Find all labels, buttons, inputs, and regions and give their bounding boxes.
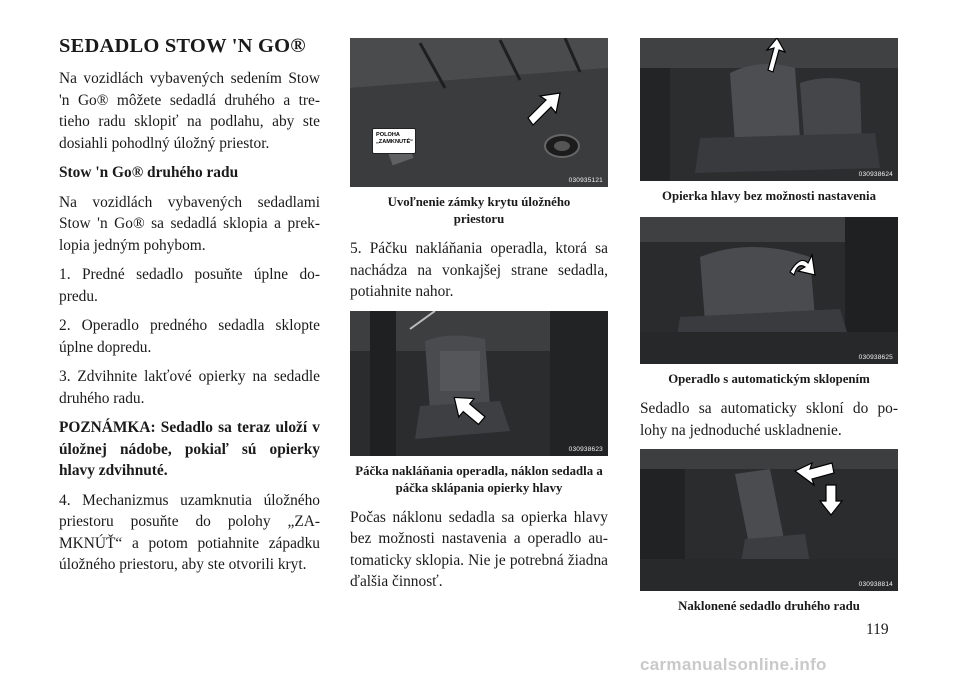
callout-text: POLOHA „ZAMKNUTÉ“ (376, 132, 413, 145)
headrest-photo (640, 38, 898, 181)
image-code: 030938814 (858, 581, 893, 588)
step-1: 1. Predné sedadlo posuňte úplne do-predu. (59, 266, 320, 305)
tilted-seat-photo (640, 449, 898, 591)
photo-caption: Naklonené sedadlo druhého radu (678, 599, 860, 613)
photo-caption: Uvoľnenie zámky krytu úložného priestoru (387, 195, 571, 226)
photo-caption: Operadlo s automatickým sklopením (668, 372, 870, 386)
subheading: Stow 'n Go® druhého radu (59, 164, 239, 181)
image-code: 030938623 (568, 445, 603, 453)
text-column-left (59, 34, 320, 584)
sub-intro-paragraph: Na vozidlách vybavených sedadlami Stow 'n Go® sa sedadlá sklopia a prek-lopia jedným pohybom. (59, 193, 320, 254)
after-text-paragraph: Počas náklonu sedadla sa opierka hlavy bez možnosti nastavenia a operadlo au-tomaticky sklopia. Nie je potrebná žiadna ďalšia činnosť. (350, 508, 608, 590)
fold-text-paragraph: Sedadlo sa automaticky skloní do po-lohy na jednoduché uskladnenie. (640, 400, 898, 439)
auto-fold-seatback-photo (640, 217, 898, 364)
recline-lever-photo (350, 311, 608, 456)
section-heading: SEDADLO STOW 'N GO® (59, 35, 306, 57)
watermark: carmanualsonline.info (640, 655, 827, 674)
image-code: 030938624 (858, 171, 893, 178)
photo-caption: Opierka hlavy bez možnosti nastavenia (662, 189, 876, 203)
step-2: 2. Operadlo predného sedadla sklopte úplne dopredu. (59, 317, 320, 356)
photo-caption: Páčka nakláňania operadla, náklon sedadla a páčka sklápania opierky hlavy (355, 463, 603, 495)
page-number: 119 (866, 621, 889, 638)
text-column-middle (350, 38, 608, 601)
image-code: 030938625 (858, 354, 893, 361)
intro-paragraph: Na vozidlách vybavených sedením Stow 'n Go® môžete sedadlá druhého a tre-tieho radu sklopiť na podlahu, aby ste dosiahli pohodlný úložný priestor. (59, 70, 320, 152)
storage-lid-photo (350, 38, 608, 187)
text-column-right (640, 38, 898, 615)
note-paragraph: POZNÁMKA: Sedadlo sa teraz uloží v úložnej nádobe, pokiaľ sú opierky hlavy zdvihnuté. (59, 419, 320, 479)
step-3: 3. Zdvihnite lakťové opierky na sedadle druhého radu. (59, 368, 320, 407)
step-5: 5. Páčku nakláňania operadla, ktorá sa nachádza na vonkajšej strane sedadla, potiahnite nahor. (350, 240, 608, 300)
callout-label (372, 128, 416, 154)
image-code: 030935121 (568, 177, 603, 184)
step-4: 4. Mechanizmus uzamknutia úložného priestoru posuňte do polohy „ZA-MKNÚŤ“ a potom potiahnite západku úložného priestoru, aby ste otvorili kryt. (59, 491, 320, 573)
